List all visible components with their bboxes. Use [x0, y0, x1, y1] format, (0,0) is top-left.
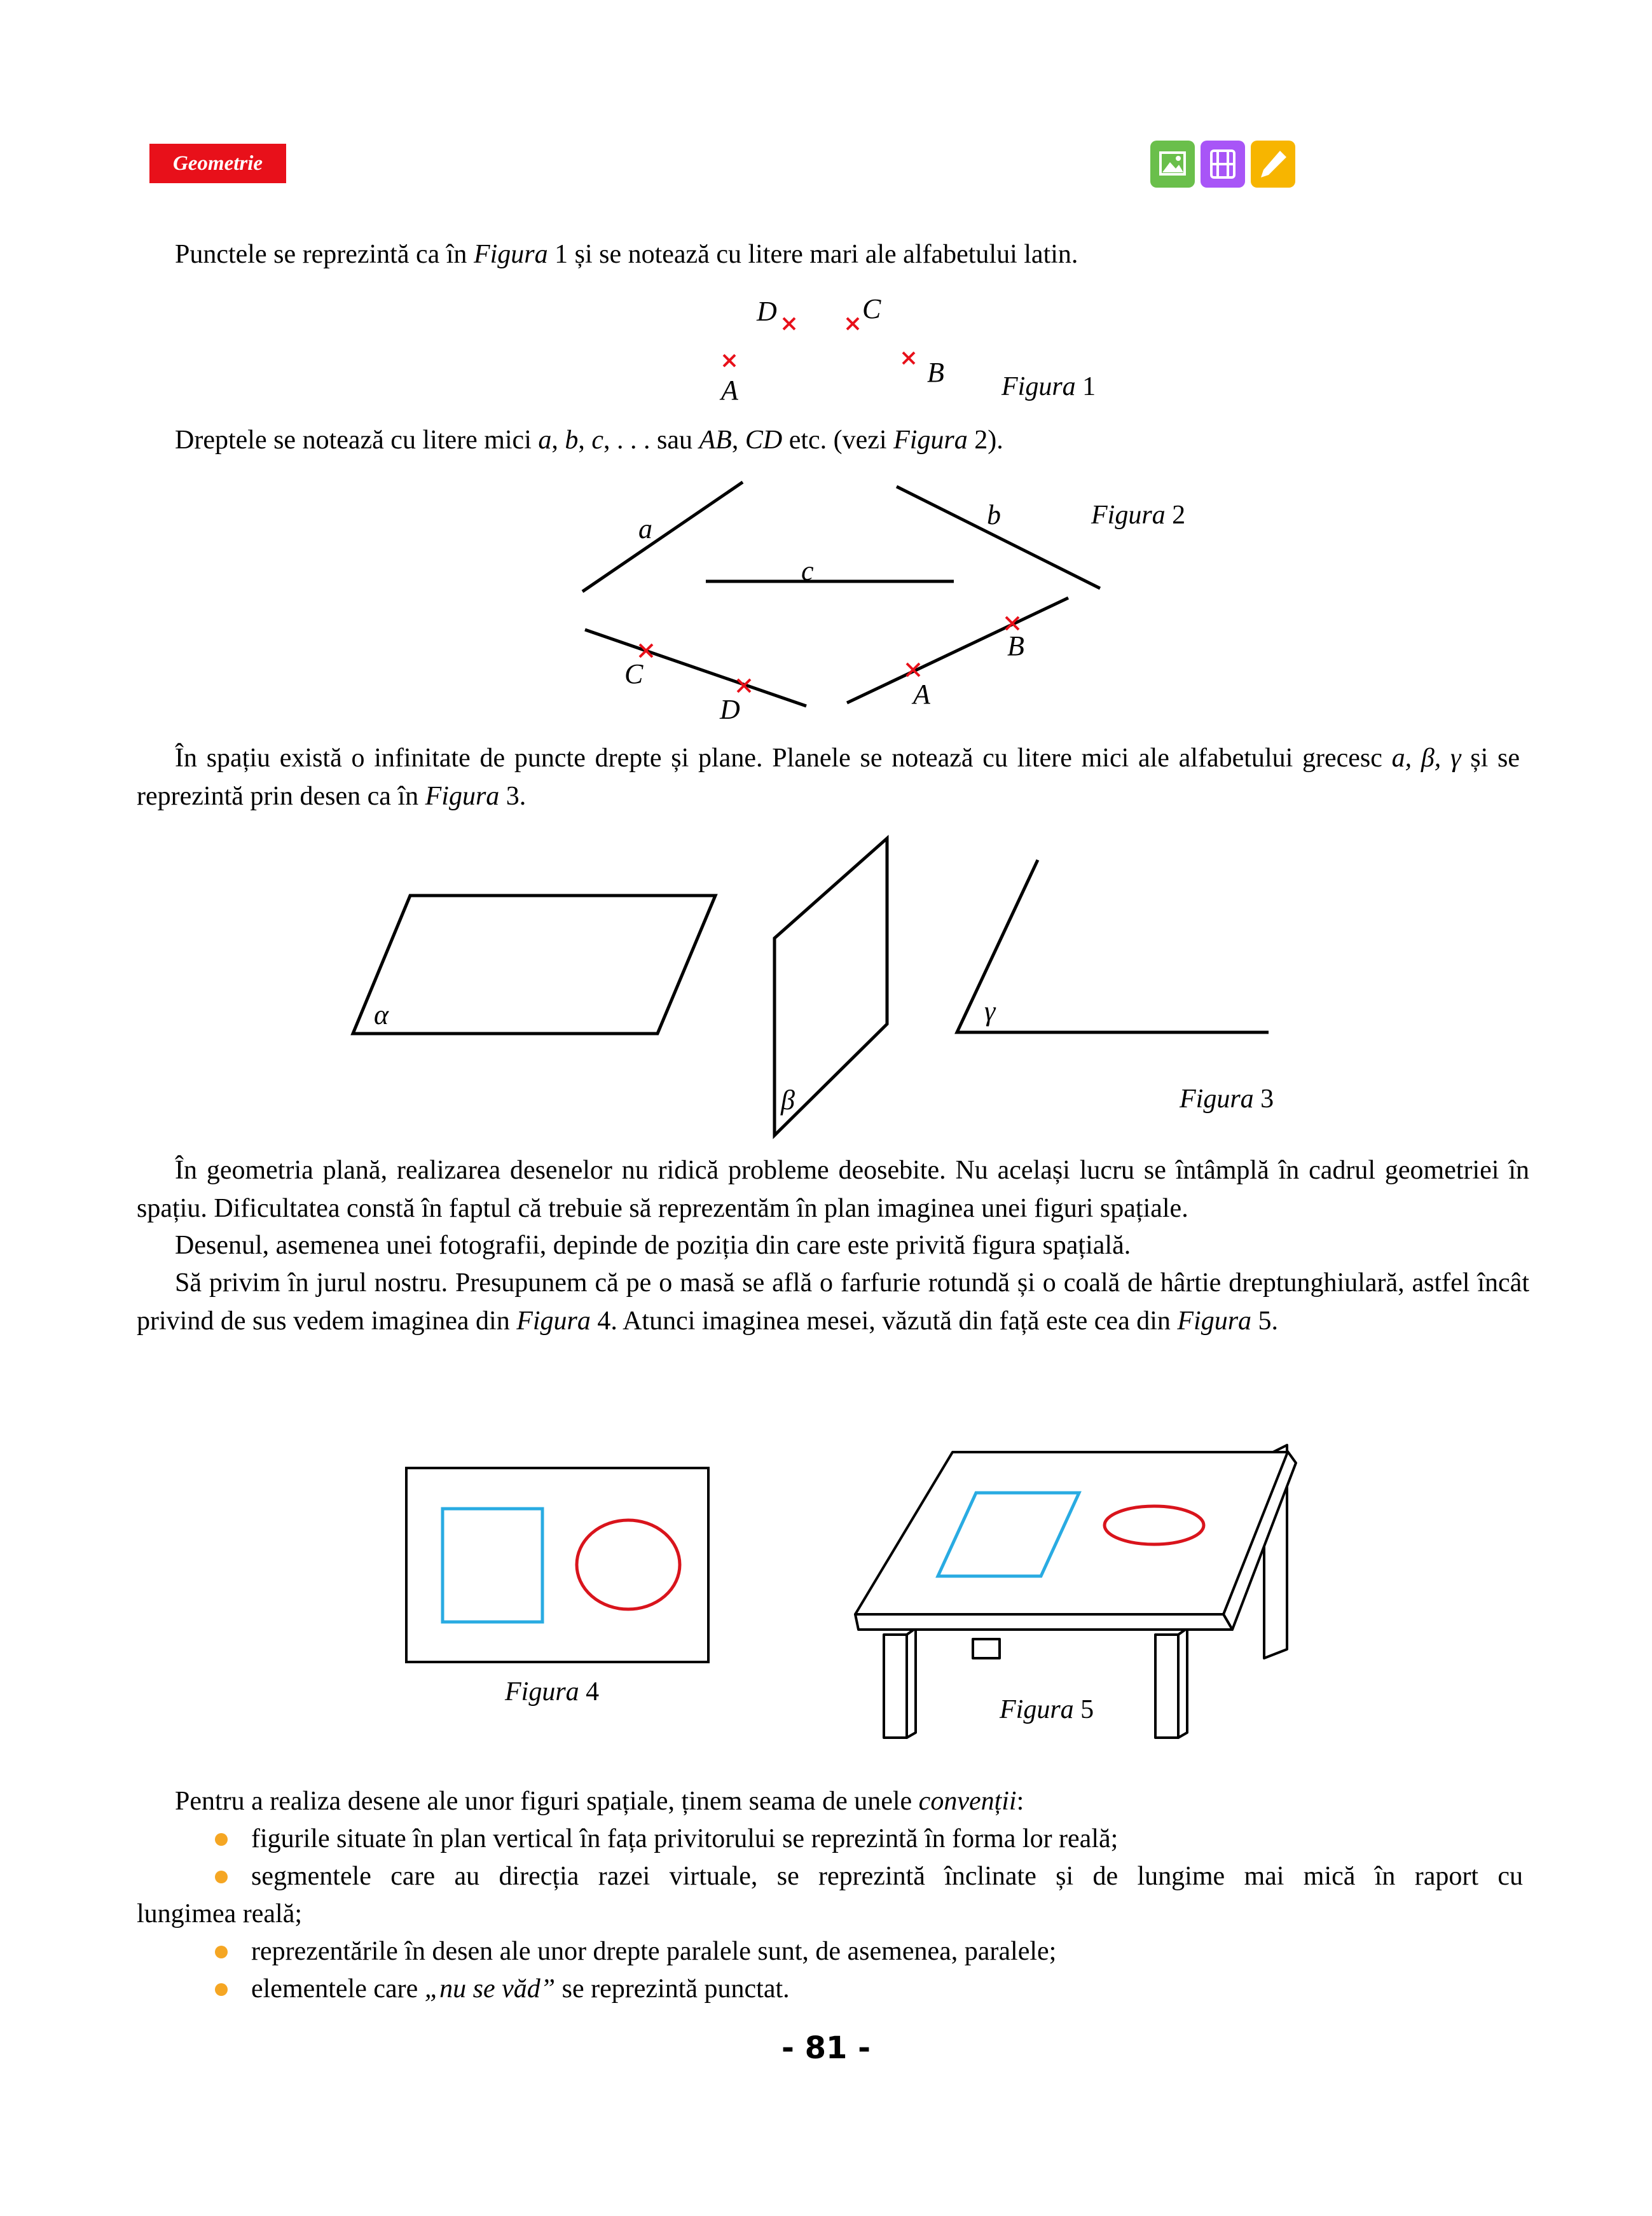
bullet-item: elementele care „nu se văd” se reprezintă punctat.	[251, 1974, 790, 2004]
pencil-icon[interactable]	[1251, 141, 1295, 188]
figure-3-caption: Figura 3	[1180, 1084, 1274, 1114]
point-label-d: D	[757, 296, 777, 327]
line-label-a: a	[638, 513, 652, 544]
point-label-b: B	[927, 357, 944, 388]
paragraph-conventions: Pentru a realiza desene ale unor figuri spațiale, ținem seama de unele convenții:	[175, 1787, 1024, 1816]
line-point-label-c: C	[624, 658, 644, 689]
point-label-c: C	[862, 293, 881, 324]
figure-5-caption: Figura 5	[1000, 1695, 1094, 1724]
line-point-label-d: D	[720, 694, 740, 725]
paragraph-plane-geometry: În geometria plană, realizarea desenelor nu ridică probleme deosebite. Nu același lucru se întâmplă în cadrul geometriei în spațiu. Dificultatea constă în faptul că trebuie să reprezentăm în plan imaginea unei figuri spațiale.	[137, 1156, 1529, 1223]
bullet-item: segmentele care au direcția razei virtuale, se reprezintă înclinate și de lungime mai mică în raport cu	[251, 1862, 1523, 1891]
bullet-dot	[215, 1871, 228, 1883]
bullet-dot	[215, 1983, 228, 1996]
figure-2-caption: Figura 2	[1091, 501, 1186, 530]
plane-label-beta: β	[781, 1084, 795, 1116]
figure-4-caption: Figura 4	[505, 1677, 600, 1707]
paragraph-planes: În spațiu există o infinitate de puncte drepte și plane. Planele se notează cu litere mici ale alfabetului grecesc a, β, γ și se reprezintă prin desen ca în Figura 3.	[137, 744, 1520, 811]
film-icon[interactable]	[1201, 141, 1245, 188]
paragraph-drawing-position: Desenul, asemenea unei fotografii, depinde de poziția din care este privită figura spațială.	[175, 1231, 1131, 1260]
bullet-dot	[215, 1833, 228, 1846]
figure-1-caption: Figura 1	[1002, 372, 1096, 401]
pencil-icon-glyph	[1251, 141, 1295, 188]
image-icon[interactable]	[1150, 141, 1195, 188]
line-point-label-a: A	[913, 679, 930, 710]
line-point-label-b: B	[1007, 630, 1024, 661]
page-number: - 81 -	[781, 2030, 871, 2066]
bullet-item-continuation: lungimea reală;	[137, 1899, 303, 1929]
section-tag: Geometrie	[149, 144, 286, 183]
paragraph-table-example: Să privim în jurul nostru. Presupunem că pe o masă se află o farfurie rotundă și o coală de hârtie dreptunghiulară, astfel încât privind de sus vedem imaginea din Figura 4. Atunci imaginea mesei, văzută din față este cea din Figura 5.	[137, 1268, 1529, 1336]
plane-label-alpha: α	[374, 999, 389, 1030]
bullet-item: figurile situate în plan vertical în fața privitorului se reprezintă în forma lor reală;	[251, 1824, 1119, 1853]
line-label-b: b	[987, 499, 1001, 530]
bullet-item: reprezentările în desen ale unor drepte paralele sunt, de asemenea, paralele;	[251, 1937, 1057, 1966]
line-label-c: c	[801, 555, 814, 586]
point-label-a: A	[721, 375, 738, 406]
image-icon-glyph	[1150, 141, 1195, 188]
bullet-dot	[215, 1946, 228, 1958]
paragraph-lines: Dreptele se notează cu litere mici a, b, c, . . . sau AB, CD etc. (vezi Figura 2).	[175, 426, 1003, 455]
paragraph-points: Punctele se reprezintă ca în Figura 1 și se notează cu litere mari ale alfabetului latin.	[175, 240, 1078, 269]
film-icon-glyph	[1201, 141, 1245, 188]
plane-label-gamma: γ	[984, 995, 996, 1027]
